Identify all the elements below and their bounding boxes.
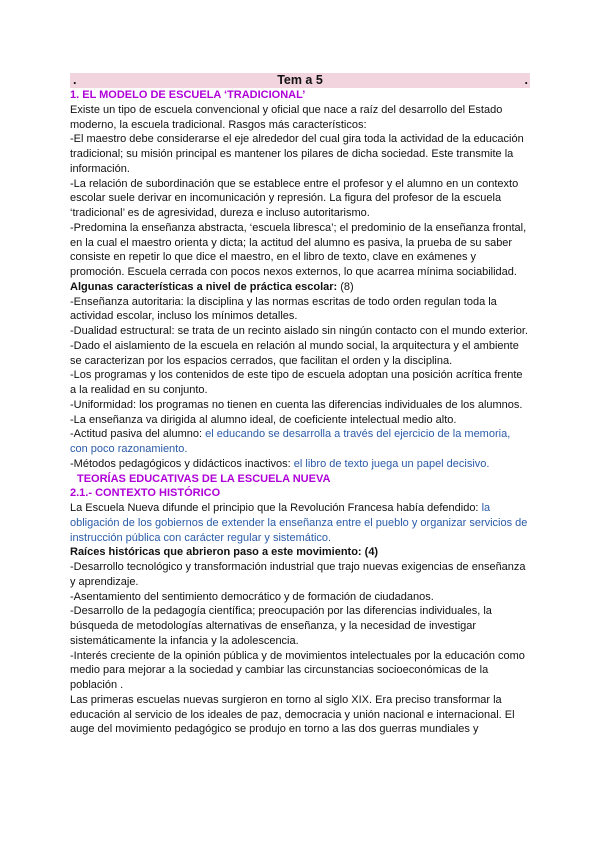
section1-paragraph-4: -Predomina la enseñanza abstracta, ‘escuela libresca’; el predominio de la enseñanza frontal, en la cual el maestro orienta y dicta; la actitud del alumno es pasiva, la prueba de su saber consiste en repetir lo que dice el maestro, en el libro de texto, clave en exámenes y promoción. Escuela cerrada con pocos nexos externos, lo que acarrea mínima sociabilidad. <box>70 221 527 278</box>
title-right-dot: . <box>524 73 528 87</box>
title-left-dot: . <box>73 73 77 87</box>
section1-paragraph-1: Existe un tipo de escuela convencional y oficial que nace a raíz del desarrollo del Estado moderno, la escuela tradicional. Rasgos más característicos: <box>70 103 503 131</box>
practice-item-5: -Uniformidad: los programas no tienen en cuenta las diferencias individuales de los alumnos. <box>70 398 523 411</box>
title-bar <box>70 73 530 88</box>
section2-heading: TEORÍAS EDUCATIVAS DE LA ESCUELA NUEVA <box>77 472 331 485</box>
practice-item-1: -Enseñanza autoritaria: la disciplina y las normas escritas de todo orden regulan toda la actividad escolar, incluso los mínimos detalles. <box>70 295 497 323</box>
practice-item-8-label: -Métodos pedagógicos y didácticos inactivos: <box>70 457 294 470</box>
document-content <box>70 73 530 737</box>
section2-paragraph-1-text: La Escuela Nueva difunde el principio que la Revolución Francesa había defendido: <box>70 502 482 514</box>
practice-item-3: -Dado el aislamiento de la escuela en relación al mundo social, la arquitectura y el ambiente se caracterizan por los espacios cerrados, que facilitan el orden y la disciplina. <box>70 339 519 367</box>
roots-item-1: -Desarrollo tecnológico y transformación industrial que trajo nuevas exigencias de enseñanza y aprendizaje. <box>70 561 526 588</box>
roots-heading: Raíces históricas que abrieron paso a este movimiento: (4) <box>70 546 379 559</box>
section1-paragraph-3: -La relación de subordinación que se establece entre el profesor y el alumno en un contexto escolar suele derivar en incomunicación y represión. La figura del profesor de la escuela ‘tradicional’ es de agresividad, dureza e incluso autoritarismo. <box>70 177 519 219</box>
section2-paragraph-1 <box>70 501 530 545</box>
practice-item-6: -La enseñanza va dirigida al alumno ideal, de coeficiente intelectual medio alto. <box>70 413 457 426</box>
section2-subheading: 2.1.- CONTEXTO HISTÓRICO <box>70 487 221 500</box>
practice-heading: Algunas características a nivel de práctica escolar: <box>70 280 338 293</box>
page-title: Tem a 5 <box>277 73 323 87</box>
practice-item-2: -Dualidad estructural: se trata de un recinto aislado sin ningún contacto con el mundo exterior. <box>70 325 528 337</box>
practice-item-8 <box>70 457 530 472</box>
practice-item-7 <box>70 427 530 457</box>
practice-count: (8) <box>340 280 354 293</box>
section2-paragraph-1-highlight: la obligación de los gobiernos de extender la enseñanza entre el pueblo y organizar servicios de instrucción pública con carácter regular y sistemático. <box>70 502 528 544</box>
practice-item-7-label: -Actitud pasiva del alumno: <box>70 428 206 441</box>
section1-heading: 1. EL MODELO DE ESCUELA ‘TRADICIONAL’ <box>70 89 306 101</box>
practice-heading-line <box>70 280 530 295</box>
practice-item-4: -Los programas y los contenidos de este tipo de escuela adoptan una posición acrítica frente a la realidad en su conjunto. <box>70 369 523 396</box>
roots-item-4: -Interés creciente de la opinión pública y de movimientos intelectuales por la educación como medio para mejorar a la sociedad y cambiar las circunstancias socioeconómicas de la población . <box>70 649 525 691</box>
section2-paragraph-2: Las primeras escuelas nuevas surgieron en torno al siglo XIX. Era preciso transformar la educación al servicio de los ideales de paz, democracia y unión nacional e internacional. El auge del movimiento pedagógico se produjo en torno a las dos guerras mundiales y <box>70 693 515 736</box>
practice-item-8-highlight: el libro de texto juega un papel decisivo. <box>293 457 490 470</box>
section1-paragraph-2: -El maestro debe considerarse el eje alrededor del cual gira toda la actividad de la educación tradicional; su misión principal es mantener los pilares de dicha sociedad. Este transmite la información. <box>70 133 524 175</box>
roots-item-3: -Desarrollo de la pedagogía científica; preocupación por las diferencias individuales, la búsqueda de metodologías alternativas de enseñanza, y la necesidad de investigar sistemáticamente la infancia y la adolescencia. <box>70 605 492 647</box>
practice-item-7-highlight: el educando se desarrolla a través del ejercicio de la memoria, con poco razonamiento. <box>70 428 511 455</box>
roots-item-2: -Asentamiento del sentimiento democrático y de formación de ciudadanos. <box>70 590 434 603</box>
